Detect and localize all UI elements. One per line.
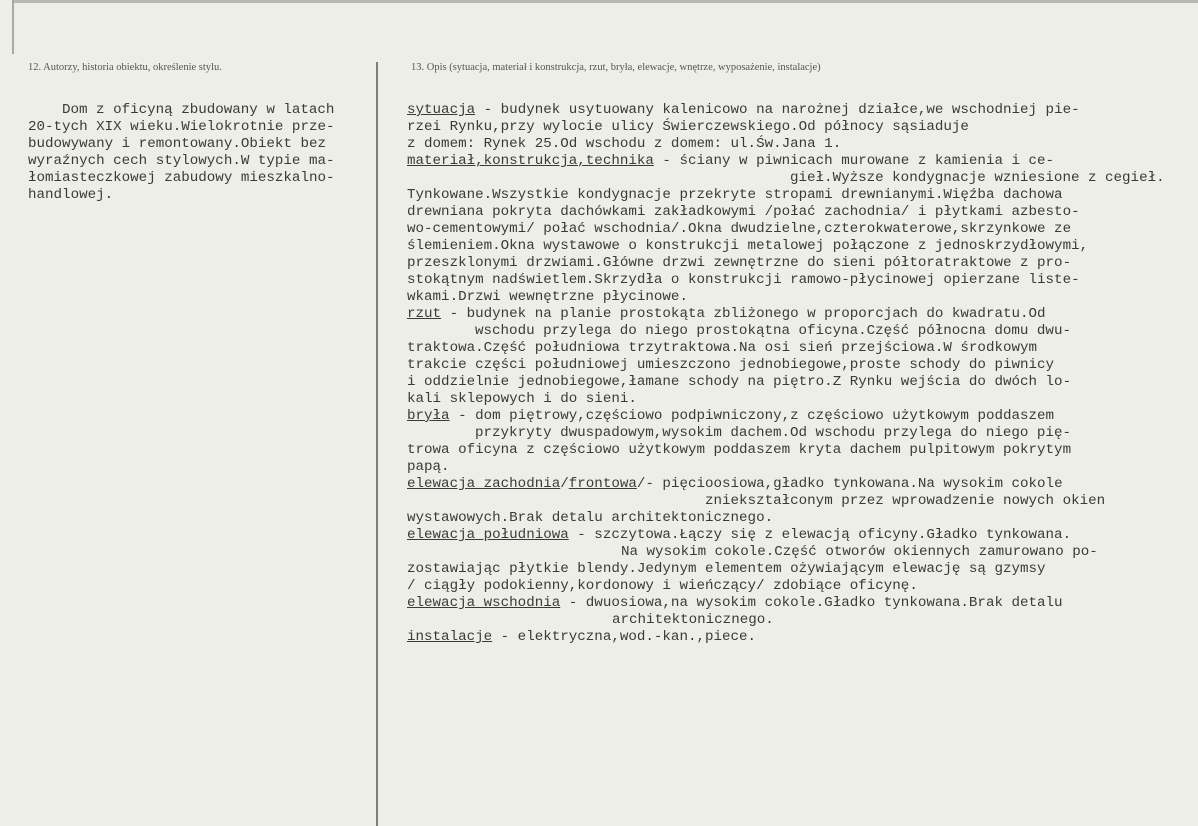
description-line: i oddzielnie jednobiegowe,łamane schody na piętro.Z Rynku wejścia do dwóch lo- <box>407 374 1072 390</box>
description-line: traktowa.Część południowa trzytraktowa.Na osi sień przejściowa.W środkowym <box>407 340 1038 356</box>
description-line: elewacja południowa - szczytowa.Łączy się z elewacją oficyny.Gładko tynkowana. <box>407 527 1072 543</box>
description-line: wkami.Drzwi wewnętrzne płycinowe. <box>407 289 688 305</box>
term-elewacja-poludniowa: elewacja południowa <box>407 527 569 543</box>
term-instalacje: instalacje <box>407 629 493 645</box>
description-line: elewacja wschodnia - dwuosiowa,na wysokim cokole.Gładko tynkowana.Brak detalu <box>407 595 1063 611</box>
term-sytuacja: sytuacja <box>407 102 476 118</box>
description-line: gieł.Wyższe kondygnacje wzniesione z cegieł. <box>790 170 1165 186</box>
description-line: zostawiając płytkie blendy.Jedynym elementem ożywiającym elewację są gzymsy <box>407 561 1046 577</box>
description-line: rzei Rynku,przy wylocie ulicy Świerczewskiego.Od północy sąsiaduje <box>407 119 969 135</box>
left-text-line: Dom z oficyną zbudowany w latach <box>62 102 335 118</box>
description-line: zniekształconym przez wprowadzenie nowych okien <box>705 493 1106 509</box>
term-material: materiał,konstrukcja,technika <box>407 153 654 169</box>
column-divider <box>376 62 378 826</box>
description-line: przykryty dwuspadowym,wysokim dachem.Od wschodu przylega do niego pię- <box>475 425 1071 441</box>
section-13-header: 13. Opis (sytuacja, materiał i konstrukcja, rzut, bryła, elewacje, wnętrze, wyposażenie, instalacje) <box>411 62 821 73</box>
left-text-line: handlowej. <box>28 187 114 203</box>
left-text-line: wyraźnych cech stylowych.W typie ma- <box>28 153 335 169</box>
description-line: z domem: Rynek 25.Od wschodu z domem: ul.Św.Jana 1. <box>407 136 842 152</box>
description-line: papą. <box>407 459 450 475</box>
term-rzut: rzut <box>407 306 442 322</box>
description-line: Na wysokim cokole.Część otworów okiennych zamurowano po- <box>621 544 1098 560</box>
description-line: stokątnym nadświetlem.Skrzydła o konstrukcji ramowo-płycinowej opierzane liste- <box>407 272 1080 288</box>
description-line: materiał,konstrukcja,technika - ściany w piwnicach murowane z kamienia i ce- <box>407 153 1055 169</box>
description-line: kali sklepowych i do sieni. <box>407 391 637 407</box>
description-line: rzut - budynek na planie prostokąta zbliżonego w proporcjach do kwadratu.Od <box>407 306 1046 322</box>
left-text-line: budowywany i remontowany.Obiekt bez <box>28 136 326 152</box>
term-elewacja-zachodnia: elewacja zachodnia <box>407 476 561 492</box>
card-top-edge <box>14 0 1198 3</box>
description-line: sytuacja - budynek usytuowany kalenicowo na narożnej działce,we wschodniej pie- <box>407 102 1080 118</box>
card-left-edge <box>12 0 14 54</box>
description-line: trowa oficyna z częściowo użytkowym poddaszem kryta dachem pulpitowym pokrytym <box>407 442 1072 458</box>
description-line: / ciągły podokienny,kordonowy i wieńczący/ zdobiące oficynę. <box>407 578 918 594</box>
left-text-line: 20-tych XIX wieku.Wielokrotnie prze- <box>28 119 335 135</box>
description-line: ślemieniem.Okna wystawowe o konstrukcji metalowej połączone z jednoskrzydłowymi, <box>407 238 1089 254</box>
description-line: drewniana pokryta dachówkami zakładkowymi /połać zachodnia/ i płytkami azbesto- <box>407 204 1080 220</box>
term-bryla: bryła <box>407 408 450 424</box>
description-line: instalacje - elektryczna,wod.-kan.,piece. <box>407 629 757 645</box>
description-line: przeszklonymi drzwiami.Główne drzwi zewnętrzne do sieni półtoratraktowe z pro- <box>407 255 1072 271</box>
description-line: wystawowych.Brak detalu architektonicznego. <box>407 510 774 526</box>
description-line: wo-cementowymi/ połać wschodnia/.Okna dwudzielne,czterokwaterowe,skrzynkowe ze <box>407 221 1072 237</box>
description-line: elewacja zachodnia/frontowa/- pięcioosiowa,gładko tynkowana.Na wysokim cokole <box>407 476 1063 492</box>
description-line: trakcie części południowej umieszczono jednobiegowe,proste schody do piwnicy <box>407 357 1055 373</box>
description-line: architektonicznego. <box>612 612 774 628</box>
term-elewacja-wschodnia: elewacja wschodnia <box>407 595 561 611</box>
description-line: wschodu przylega do niego prostokątna oficyna.Część północna domu dwu- <box>475 323 1071 339</box>
term-frontowa: frontowa <box>568 476 637 492</box>
description-line: Tynkowane.Wszystkie kondygnacje przekryte stropami drewnianymi.Więźba dachowa <box>407 187 1063 203</box>
section-12-header: 12. Autorzy, historia obiektu, określenie stylu. <box>28 62 222 73</box>
description-line: bryła - dom piętrowy,częściowo podpiwniczony,z częściowo użytkowym poddaszem <box>407 408 1055 424</box>
left-text-line: łomiasteczkowej zabudowy mieszkalno- <box>28 170 335 186</box>
